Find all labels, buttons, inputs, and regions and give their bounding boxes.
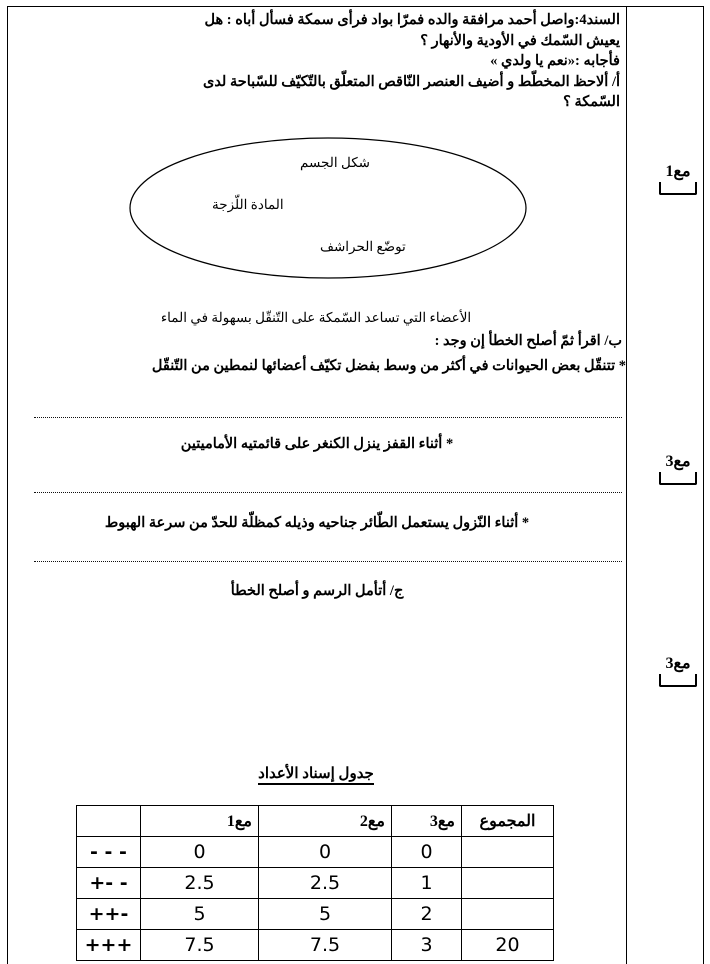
grades-table-title-text: جدول إسناد الأعداد [258,766,374,785]
cell-mc2: 0 [259,837,392,868]
statement-1: * تتنقّل بعض الحيوانات في أكثر من وسط بفضل تكيّف أعضائها لنمطين من التّنقّل [151,358,626,374]
header-total: المجموع [462,806,554,837]
cell-mc3: 0 [392,837,462,868]
fish-adaptation-diagram [0,133,626,298]
cell-total: 20 [462,930,554,961]
statement-2: * أثناء القفز ينزل الكنغر على قائمتيه الأماميتين [180,436,454,452]
margin-mark-1 [640,163,710,195]
cell-mc3: 1 [392,868,462,899]
cell-total [462,899,554,930]
cell-symbol: - -+ [77,868,141,899]
margin-mark-2-label: مع3 [665,453,691,470]
header-mc1: مع1 [141,806,259,837]
header-mc3: مع3 [392,806,462,837]
intro-line-2: يعيش السّمك في الأودية والأنهار ؟ [420,32,620,49]
answer-rule-2 [34,492,622,493]
cell-mc2: 2.5 [259,868,392,899]
question-b-prompt: ب/ اقرأ ثمّ أصلح الخطأ إن وجد : [434,333,622,349]
margin-mark-3 [640,655,710,687]
header-mc2: مع2 [259,806,392,837]
cell-symbol: - - - [77,837,141,868]
cell-mc3: 2 [392,899,462,930]
cell-mc1: 0 [141,837,259,868]
table-row [77,930,554,961]
diagram-label-body-shape: شكل الجسم [300,155,370,170]
answer-rule-1 [34,417,622,418]
margin-mark-3-bracket [659,674,697,687]
margin-mark-1-label: مع1 [665,163,691,180]
margin-mark-3-label: مع3 [665,655,691,672]
margin-mark-2 [640,453,710,485]
cell-total [462,837,554,868]
margin-mark-2-bracket [659,472,697,485]
intro-block [12,10,622,113]
intro-line-1: السند4:واصل أحمد مرافقة والده فمرّا بواد فرأى سمكة فسأل أباه : هل [204,12,620,28]
cell-mc1: 7.5 [141,930,259,961]
statement-3: * أثناء النّزول يستعمل الطّائر جناحيه وذيله كمظلّة للحدّ من سرعة الهبوط [104,515,530,531]
grades-table [76,805,554,961]
table-row [77,837,554,868]
cell-mc1: 5 [141,899,259,930]
diagram-caption: الأعضاء التي تساعد السّمكة على التّنقّل بسهولة في الماء [160,310,472,325]
diagram-label-mucus: المادة اللّزجة [212,197,284,212]
margin-mark-1-bracket [659,182,697,195]
question-a-prompt-line-2: السّمكة ؟ [563,94,620,110]
statement-2-wrap [12,434,622,455]
cell-total [462,868,554,899]
table-row [77,899,554,930]
page-border-right [703,6,704,964]
statement-3-wrap [12,513,622,534]
question-c-prompt: ج/ أتأمل الرسم و أصلح الخطأ [230,583,404,599]
statement-1-wrap [12,356,626,377]
cell-mc1: 2.5 [141,868,259,899]
cell-symbol: -++ [77,899,141,930]
answer-rule-3 [34,561,622,562]
cell-mc2: 5 [259,899,392,930]
margin-column-divider [626,6,627,964]
diagram-label-scales: توضّع الحراشف [320,239,406,254]
cell-symbol: +++ [77,930,141,961]
cell-mc2: 7.5 [259,930,392,961]
grades-table-header-row [77,806,554,837]
question-b-prompt-wrap [12,331,622,352]
page-border-top [7,6,704,7]
header-symbols [77,806,141,837]
question-c-wrap [12,581,622,602]
grades-table-title [12,764,620,783]
intro-line-3: فأجابه :«نعم يا ولدي » [490,53,620,69]
cell-mc3: 3 [392,930,462,961]
question-a-prompt-line-1: أ/ ألاحظ المخطّط و أضيف العنصر النّاقص المتعلّق بالتّكيّف للسّباحة لدى [202,73,620,90]
table-row [77,868,554,899]
